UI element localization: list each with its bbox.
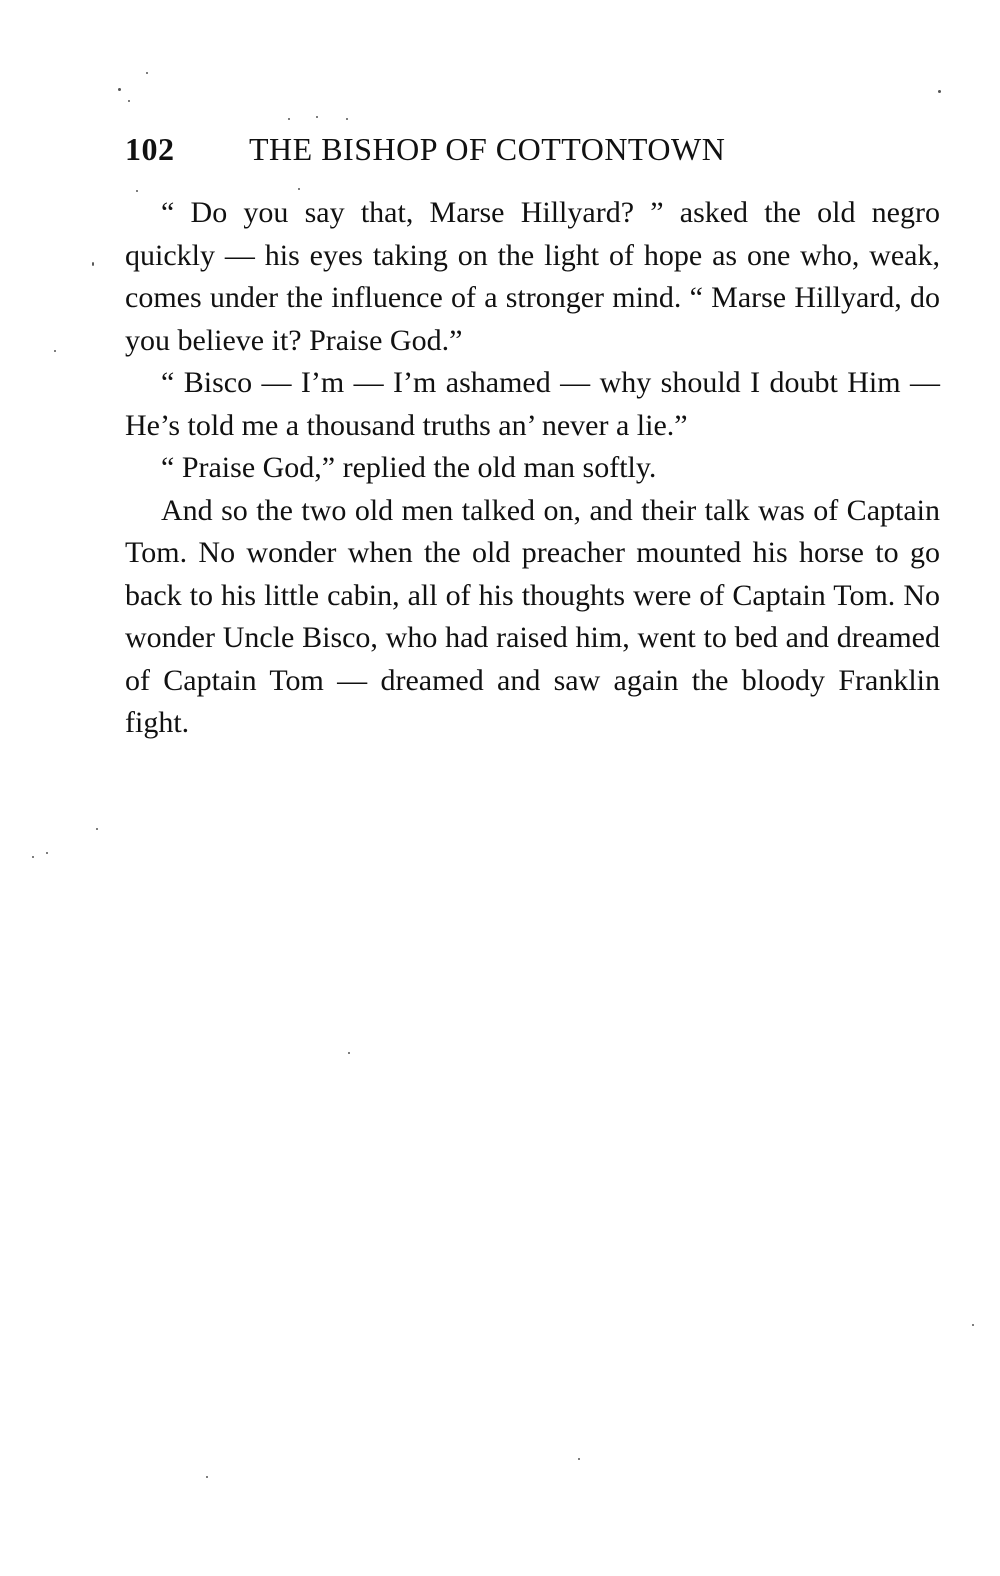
scan-speck	[96, 828, 98, 830]
scan-speck	[206, 1476, 208, 1478]
page-number: 102	[125, 131, 175, 167]
book-title: THE BISHOP OF COTTONTOWN	[249, 131, 726, 167]
running-head	[125, 124, 940, 174]
scan-speck	[972, 1324, 974, 1326]
scan-speck	[346, 118, 348, 120]
paragraph: “ Do you say that, Marse Hillyard? ” asked the old negro quickly — his eyes taking on the light of hope as one who, weak, comes under the influence of a stronger mind. “ Marse Hillyard, do you believe it? Praise God.”	[125, 196, 940, 357]
scan-speck	[92, 262, 94, 266]
scan-speck	[46, 852, 48, 854]
paragraph: “ Praise God,” replied the old man softly.	[161, 451, 657, 484]
scan-speck	[118, 88, 121, 91]
scan-speck	[578, 1458, 580, 1460]
scan-speck	[938, 90, 941, 93]
scan-speck	[316, 116, 318, 118]
scan-speck	[288, 118, 290, 120]
scan-speck	[32, 856, 34, 858]
scan-speck	[146, 72, 148, 74]
scan-speck	[54, 350, 56, 352]
scan-speck	[298, 188, 300, 190]
scan-speck	[128, 100, 130, 102]
paragraph: “ Bisco — I’m — I’m ashamed — why should I doubt Him — He’s told me a thousand truths an’ never a lie.”	[125, 366, 940, 442]
body-text	[125, 192, 940, 745]
scan-speck	[136, 190, 138, 192]
paragraph: And so the two old men talked on, and their talk was of Captain Tom. No wonder when the old preacher mounted his horse to go back to his little cabin, all of his thoughts were of Captain Tom. No wonder Uncle Bisco, who had raised him, went to bed and dreamed of Captain Tom — dreamed and saw again the bloody Franklin fight.	[125, 493, 940, 739]
scan-speck	[348, 1052, 350, 1054]
